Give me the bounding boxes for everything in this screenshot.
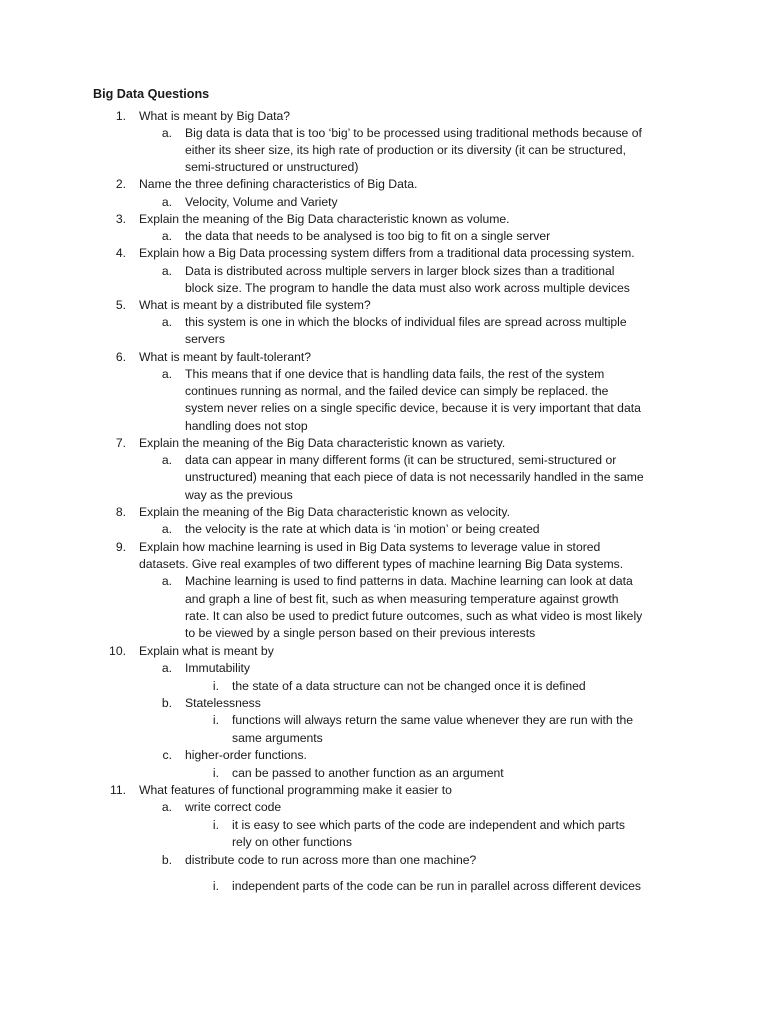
- list-marker: a.: [161, 522, 172, 536]
- list-text: This means that if one device that is handling data fails, the rest of the system: [185, 367, 605, 381]
- list-text: semi-structured or unstructured): [185, 160, 359, 174]
- list-marker: 3.: [115, 212, 126, 226]
- list-marker: b.: [161, 696, 172, 710]
- list-text: unstructured) meaning that each piece of data is not necessarily handled in the same: [185, 470, 644, 484]
- list-marker: 10.: [109, 644, 126, 658]
- list-text: to be viewed by a single person based on their previous interests: [185, 626, 536, 640]
- list-text: handling does not stop: [185, 419, 308, 433]
- list-text: rate. It can also be used to predict future outcomes, such as what video is most likely: [185, 609, 643, 623]
- list-marker: a.: [161, 661, 172, 675]
- list-text: What is meant by Big Data?: [139, 109, 291, 123]
- list-text: distribute code to run across more than one machine?: [185, 853, 477, 867]
- list-text: the data that needs to be analysed is too big to fit on a single server: [185, 229, 551, 243]
- list-marker: i.: [212, 766, 219, 780]
- list-marker: 2.: [115, 177, 126, 191]
- list-marker: a.: [161, 367, 172, 381]
- list-text: What is meant by fault-tolerant?: [139, 350, 312, 364]
- list-text: block size. The program to handle the data must also work across multiple devices: [185, 281, 630, 295]
- list-text: Big data is data that is too ‘big’ to be processed using traditional methods because of: [185, 126, 642, 140]
- list-marker: a.: [161, 264, 172, 278]
- list-marker: i.: [212, 818, 219, 832]
- list-text: Explain what is meant by: [139, 644, 274, 658]
- list-marker: a.: [161, 800, 172, 814]
- list-text: and graph a line of best fit, such as when measuring temperature against growth: [185, 592, 619, 606]
- list-text: write correct code: [185, 800, 282, 814]
- list-marker: i.: [212, 879, 219, 893]
- list-marker: c.: [162, 748, 172, 762]
- list-marker: a.: [161, 229, 172, 243]
- list-marker: a.: [161, 195, 172, 209]
- list-marker: i.: [212, 713, 219, 727]
- list-marker: a.: [161, 315, 172, 329]
- list-marker: a.: [161, 126, 172, 140]
- list-marker: 6.: [115, 350, 126, 364]
- list-marker: b.: [161, 853, 172, 867]
- list-text: Explain how machine learning is used in Big Data systems to leverage value in stored: [139, 540, 601, 554]
- list-text: same arguments: [232, 731, 323, 745]
- list-text: Explain the meaning of the Big Data characteristic known as volume.: [139, 212, 510, 226]
- list-marker: a.: [161, 574, 172, 588]
- list-marker: 7.: [115, 436, 126, 450]
- page-title: Big Data Questions: [93, 87, 210, 101]
- list-text: continues running as normal, and the failed device can simply be replaced. the: [185, 384, 609, 398]
- list-text: Statelessness: [185, 696, 261, 710]
- list-text: servers: [185, 332, 225, 346]
- list-text: functions will always return the same value whenever they are run with the: [232, 713, 634, 727]
- list-text: system never relies on a single specific device, because it is very important that data: [185, 401, 641, 415]
- list-text: higher-order functions.: [185, 748, 307, 762]
- list-text: it is easy to see which parts of the code are independent and which parts: [232, 818, 625, 832]
- list-text: Machine learning is used to find patterns in data. Machine learning can look at data: [185, 574, 633, 588]
- list-text: either its sheer size, its high rate of production or its diversity (it can be structured,: [185, 143, 626, 157]
- list-marker: 4.: [115, 246, 126, 260]
- list-marker: 1.: [115, 109, 126, 123]
- list-text: independent parts of the code can be run in parallel across different devices: [232, 879, 641, 893]
- list-marker: 9.: [115, 540, 126, 554]
- list-text: the state of a data structure can not be changed once it is defined: [232, 679, 586, 693]
- list-marker: a.: [161, 453, 172, 467]
- list-marker: 11.: [109, 783, 126, 797]
- list-text: Immutability: [185, 661, 251, 675]
- list-text: rely on other functions: [232, 835, 352, 849]
- list-text: What is meant by a distributed file system?: [139, 298, 371, 312]
- list-text: way as the previous: [185, 488, 293, 502]
- list-marker: i.: [212, 679, 219, 693]
- list-text: Data is distributed across multiple servers in larger block sizes than a traditional: [185, 264, 615, 278]
- list-text: Explain the meaning of the Big Data characteristic known as velocity.: [139, 505, 511, 519]
- list-marker: 8.: [115, 505, 126, 519]
- list-text: this system is one in which the blocks of individual files are spread across multiple: [185, 315, 627, 329]
- list-text: Velocity, Volume and Variety: [185, 195, 338, 209]
- list-text: can be passed to another function as an argument: [232, 766, 504, 780]
- list-marker: 5.: [115, 298, 126, 312]
- list-text: data can appear in many different forms (it can be structured, semi-structured or: [185, 453, 617, 467]
- list-text: datasets. Give real examples of two different types of machine learning Big Data systems.: [139, 557, 624, 571]
- list-text: Explain the meaning of the Big Data characteristic known as variety.: [139, 436, 506, 450]
- list-text: What features of functional programming make it easier to: [139, 783, 452, 797]
- list-text: Explain how a Big Data processing system differs from a traditional data processing system.: [139, 246, 635, 260]
- list-text: Name the three defining characteristics of Big Data.: [139, 177, 418, 191]
- list-text: the velocity is the rate at which data is ‘in motion’ or being created: [185, 522, 540, 536]
